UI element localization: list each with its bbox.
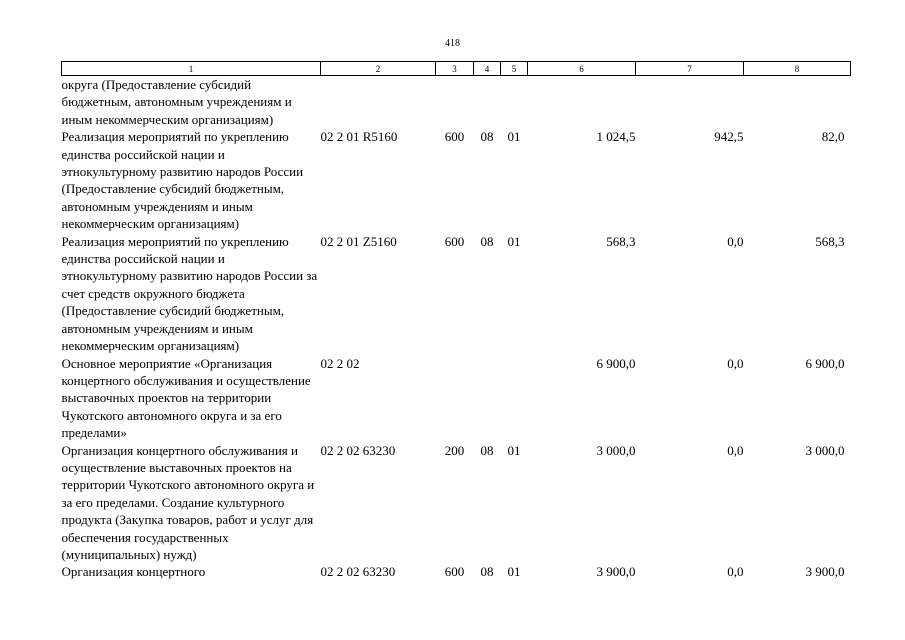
- row-code: 02 2 01 R5160: [320, 129, 398, 145]
- row-total: 6 900,0: [596, 355, 636, 371]
- table-row: [62, 355, 851, 442]
- row-subsection: 01: [507, 442, 521, 458]
- row-col8: 568,3: [815, 233, 845, 249]
- row-subsection: [501, 355, 528, 442]
- table-body: [62, 76, 851, 581]
- row-section: [474, 355, 501, 442]
- header-col-7: 7: [636, 62, 744, 76]
- row-expense-type: 600: [444, 129, 465, 145]
- row-subsection: 01: [507, 564, 521, 580]
- row-subsection: 01: [507, 129, 521, 145]
- table-row: [62, 563, 851, 580]
- row-total: 3 000,0: [596, 442, 636, 458]
- header-row: [62, 62, 851, 76]
- row-code: 02 2 02 63230: [320, 564, 396, 580]
- row-name: округа (Предоставление субсидий бюджетным, автономным учреждениям и иным некоммерческим организациям): [61, 77, 292, 127]
- row-col8: 3 000,0: [805, 442, 845, 458]
- header-col-6: 6: [528, 62, 636, 76]
- row-total: 3 900,0: [596, 564, 636, 580]
- row-expense-type: [436, 76, 474, 129]
- table-row: [62, 442, 851, 564]
- header-col-1: 1: [62, 62, 321, 76]
- row-subsection: [501, 76, 528, 129]
- row-total: 568,3: [606, 233, 636, 249]
- row-name: Реализация мероприятий по укреплению единства российской нации и этнокультурному развитию народов России (Предоставление субсидий бюджетным, автономным учреждениям и иным некоммерческим организациям): [61, 129, 304, 232]
- header-col-2: 2: [321, 62, 436, 76]
- row-col7: 0,0: [727, 355, 744, 371]
- row-col8: [744, 76, 851, 129]
- row-section: 08: [480, 129, 494, 145]
- row-subsection: 01: [507, 233, 521, 249]
- row-name: Основное мероприятие «Организация концертного обслуживания и осуществление выставочных проектов на территории Чукотского автономного округа и за его пределами»: [61, 355, 311, 441]
- header-col-3: 3: [436, 62, 474, 76]
- row-col7: 0,0: [727, 233, 744, 249]
- row-col8: 82,0: [821, 129, 845, 145]
- row-col7: 942,5: [714, 129, 744, 145]
- row-name: Реализация мероприятий по укреплению единства российской нации и этнокультурному развитию народов России за счет средств окружного бюджета (Предоставление субсидий бюджетным, автономным учреждениям и иным некоммерческим организациям): [61, 233, 318, 354]
- row-expense-type: 200: [444, 442, 465, 458]
- row-col7: 0,0: [727, 564, 744, 580]
- row-code: 02 2 02 63230: [320, 442, 396, 458]
- header-col-5: 5: [501, 62, 528, 76]
- row-section: 08: [480, 564, 494, 580]
- row-total: 1 024,5: [596, 129, 636, 145]
- row-section: [474, 76, 501, 129]
- row-section: 08: [480, 442, 494, 458]
- header-col-4: 4: [474, 62, 501, 76]
- table-row: [62, 233, 851, 355]
- table-row: [62, 128, 851, 232]
- row-name: Организация концертного: [61, 564, 206, 580]
- row-col8: 3 900,0: [805, 564, 845, 580]
- row-code: [321, 76, 436, 129]
- row-code: 02 2 02: [320, 355, 360, 371]
- header-col-8: 8: [744, 62, 851, 76]
- page-number: 418: [445, 38, 460, 49]
- row-expense-type: 600: [444, 564, 465, 580]
- row-section: 08: [480, 233, 494, 249]
- row-name: Организация концертного обслуживания и осуществление выставочных проектов на территории Чукотского автономного округа и за его пределами. Создание культурного продукта (Закупка товаров, работ и услуг для обеспечения государственных (муниципальных) нужд): [61, 442, 315, 562]
- row-expense-type: [436, 355, 474, 442]
- row-expense-type: 600: [444, 233, 465, 249]
- row-col7: 0,0: [727, 442, 744, 458]
- row-col7: [636, 76, 744, 129]
- table-row: [62, 76, 851, 129]
- table-header: [62, 62, 851, 76]
- row-code: 02 2 01 Z5160: [320, 233, 397, 249]
- budget-table: [61, 61, 851, 581]
- row-col8: 6 900,0: [805, 355, 845, 371]
- row-total: [528, 76, 636, 129]
